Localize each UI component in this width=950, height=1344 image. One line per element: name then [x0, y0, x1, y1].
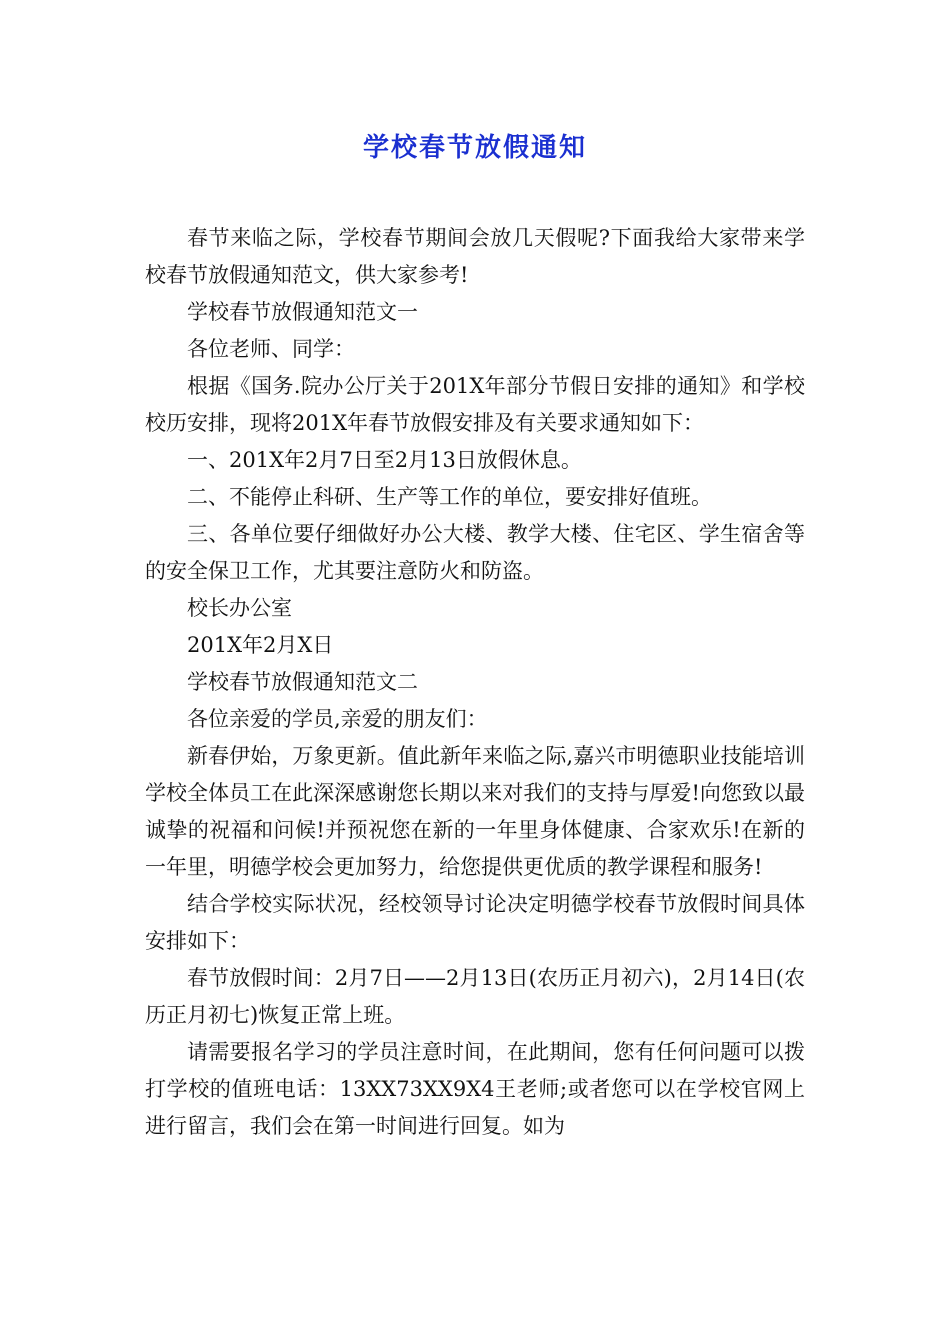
paragraph-item-three: 三、各单位要仔细做好办公大楼、教学大楼、住宅区、学生宿舍等的安全保卫工作，尤其要注意防火和防盗。	[145, 522, 805, 583]
paragraph-signature-date: 201X年2月X日	[187, 633, 334, 657]
paragraph-item-two: 二、不能停止科研、生产等工作的单位，要安排好值班。	[187, 485, 712, 509]
paragraph-sample-one-heading: 学校春节放假通知范文一	[187, 300, 418, 324]
document-title: 学校春节放假通知	[362, 133, 587, 163]
paragraph-salutation-two: 各位亲爱的学员,亲爱的朋友们：	[187, 707, 488, 731]
document-body	[145, 220, 805, 1145]
paragraph-salutation-one: 各位老师、同学：	[187, 337, 355, 361]
paragraph-signature-office: 校长办公室	[187, 596, 292, 620]
paragraph-sample-two-heading: 学校春节放假通知范文二	[187, 670, 418, 694]
paragraph-notice-basis: 根据《国务.院办公厅关于201X年部分节假日安排的通知》和学校校历安排，现将201X年春节放假安排及有关要求通知如下：	[145, 374, 805, 435]
paragraph-greeting: 新春伊始，万象更新。值此新年来临之际,嘉兴市明德职业技能培训学校全体员工在此深深感谢您长期以来对我们的支持与厚爱!向您致以最诚挚的祝福和问候!并预祝您在新的一年里身体健康、合家欢乐!在新的一年里，明德学校会更加努力，给您提供更优质的教学课程和服务!	[145, 744, 805, 879]
paragraph-item-one: 一、201X年2月7日至2月13日放假休息。	[187, 448, 582, 472]
paragraph-intro: 春节来临之际，学校春节期间会放几天假呢?下面我给大家带来学校春节放假通知范文，供大家参考!	[145, 226, 805, 287]
paragraph-contact: 请需要报名学习的学员注意时间，在此期间，您有任何问题可以拨打学校的值班电话：13XX73XX9X4王老师;或者您可以在学校官网上进行留言，我们会在第一时间进行回复。如为	[145, 1040, 805, 1138]
paragraph-holiday-time: 春节放假时间：2月7日——2月13日(农历正月初六)，2月14日(农历正月初七)恢复正常上班。	[145, 966, 805, 1027]
paragraph-arrangement-intro: 结合学校实际状况，经校领导讨论决定明德学校春节放假时间具体安排如下：	[145, 892, 805, 953]
